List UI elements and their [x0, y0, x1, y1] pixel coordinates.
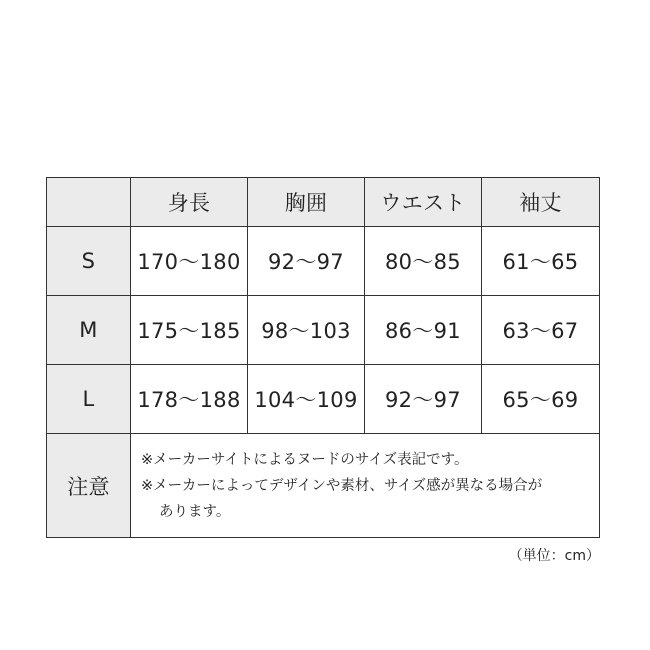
unit-note: （単位：cm）: [508, 548, 600, 564]
header-corner: [47, 178, 131, 227]
note-label: 注意: [47, 434, 131, 538]
cell-s-chest: 92〜97: [248, 227, 365, 296]
header-waist: ウエスト: [365, 178, 482, 227]
cell-m-chest: 98〜103: [248, 296, 365, 365]
note-line-1: ※メーカーサイトによるヌードのサイズ表記です。: [141, 451, 469, 468]
cell-s-waist: 80〜85: [365, 227, 482, 296]
size-label-m: M: [47, 296, 131, 365]
cell-m-height: 175〜185: [131, 296, 248, 365]
cell-s-sleeve: 61〜65: [482, 227, 600, 296]
header-row: [47, 178, 600, 227]
cell-m-sleeve: 63〜67: [482, 296, 600, 365]
note-line-2: ※メーカーによってデザインや素材、サイズ感が異なる場合が: [141, 477, 543, 494]
note-line-3: あります。: [159, 503, 231, 520]
table-row-s: [47, 227, 600, 296]
table-row-l: [47, 365, 600, 434]
cell-l-height: 178〜188: [131, 365, 248, 434]
table-row-m: [47, 296, 600, 365]
note-row: [47, 434, 600, 538]
size-label-s: S: [47, 227, 131, 296]
header-chest: 胸囲: [248, 178, 365, 227]
note-text: [131, 434, 600, 538]
cell-m-waist: 86〜91: [365, 296, 482, 365]
cell-l-sleeve: 65〜69: [482, 365, 600, 434]
header-height: 身長: [131, 178, 248, 227]
header-sleeve: 袖丈: [482, 178, 600, 227]
cell-l-chest: 104〜109: [248, 365, 365, 434]
size-label-l: L: [47, 365, 131, 434]
cell-s-height: 170〜180: [131, 227, 248, 296]
cell-l-waist: 92〜97: [365, 365, 482, 434]
size-chart-table: [46, 177, 600, 538]
